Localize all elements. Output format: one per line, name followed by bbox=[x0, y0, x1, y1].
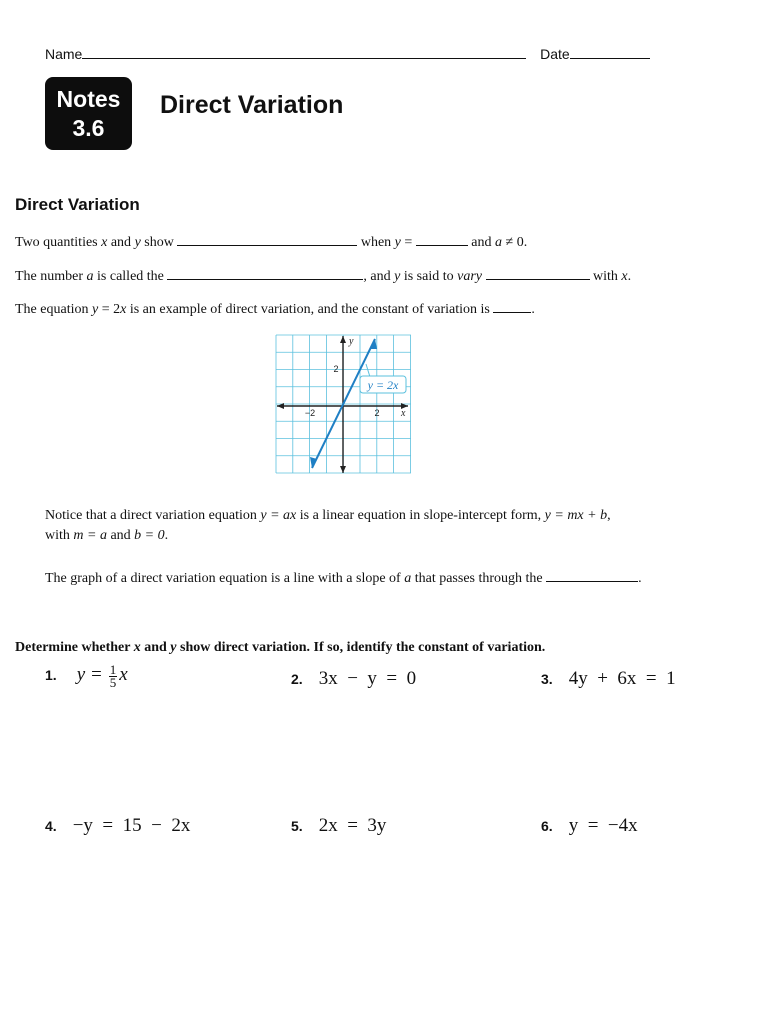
text: . bbox=[164, 528, 169, 543]
x-tick-label: −2 bbox=[304, 408, 316, 418]
answer-blank[interactable] bbox=[493, 300, 531, 313]
problem-number: 5. bbox=[291, 818, 303, 834]
text: ≠ 0. bbox=[502, 235, 528, 250]
x-tick-label: 2 bbox=[374, 408, 380, 418]
badge-line1: Notes bbox=[56, 86, 121, 112]
text: Notice that a direct variation equation bbox=[45, 508, 261, 523]
text: and bbox=[467, 235, 496, 250]
var-x: x bbox=[621, 269, 628, 284]
var-y: y bbox=[394, 235, 401, 250]
text: The equation bbox=[15, 302, 92, 317]
text: with bbox=[589, 269, 622, 284]
equation: y = mx + b bbox=[544, 508, 608, 523]
text: with bbox=[45, 528, 74, 543]
text: The graph of a direct variation equation is a line with a slope of bbox=[45, 571, 405, 586]
equation: 2x = 3y bbox=[318, 815, 387, 836]
text: . bbox=[638, 571, 642, 586]
equation: y = −4x bbox=[568, 815, 638, 836]
notice-paragraph bbox=[45, 506, 685, 546]
text: The number bbox=[15, 269, 87, 284]
definition-line-2 bbox=[15, 267, 631, 285]
y-axis-arrow-up bbox=[340, 336, 346, 343]
problem-3 bbox=[541, 668, 676, 690]
var-a: a bbox=[404, 571, 412, 586]
badge-line2: 3.6 bbox=[72, 115, 105, 141]
page-title: Direct Variation bbox=[160, 91, 344, 119]
answer-blank[interactable] bbox=[546, 569, 638, 582]
answer-blank[interactable] bbox=[167, 267, 363, 280]
text: and bbox=[107, 235, 135, 250]
text: is said to bbox=[400, 269, 458, 284]
x-axis-label: x bbox=[401, 408, 406, 419]
y-tick-label: 2 bbox=[333, 364, 339, 374]
problem-6 bbox=[541, 815, 638, 837]
equation: y = ax bbox=[260, 508, 297, 523]
y-axis-arrow-down bbox=[340, 466, 346, 473]
text: = bbox=[400, 235, 416, 250]
text: Determine whether bbox=[15, 640, 134, 655]
numerator: 1 bbox=[109, 662, 117, 677]
text: that passes through the bbox=[411, 571, 547, 586]
text: , and bbox=[363, 269, 395, 284]
var-x: x bbox=[120, 302, 127, 317]
answer-blank[interactable] bbox=[416, 233, 468, 246]
equation: 4y + 6x = 1 bbox=[568, 668, 676, 689]
equation-rhs: x bbox=[119, 664, 128, 686]
name-label: Name bbox=[45, 46, 83, 62]
var-x: x bbox=[101, 235, 108, 250]
text: is an example of direct variation, and the constant of variation is bbox=[126, 302, 494, 317]
problem-number: 4. bbox=[45, 818, 57, 834]
text: is called the bbox=[93, 269, 168, 284]
text: Two quantities bbox=[15, 235, 102, 250]
equation-lhs: y = bbox=[76, 664, 103, 686]
var-y: y bbox=[170, 640, 177, 655]
problem-5 bbox=[291, 815, 386, 837]
problem-4 bbox=[45, 815, 190, 837]
var-y: y bbox=[134, 235, 141, 250]
date-label: Date bbox=[540, 46, 570, 62]
problem-number: 2. bbox=[291, 671, 303, 687]
problem-2 bbox=[291, 668, 416, 690]
denominator: 5 bbox=[109, 675, 117, 690]
answer-blank[interactable] bbox=[486, 267, 590, 280]
var-x: x bbox=[133, 640, 141, 655]
problem-1 bbox=[45, 664, 128, 689]
answer-blank[interactable] bbox=[177, 233, 357, 246]
name-field[interactable] bbox=[82, 46, 526, 59]
text: and bbox=[106, 528, 135, 543]
instructions bbox=[15, 640, 545, 656]
date-field[interactable] bbox=[570, 46, 650, 59]
text: show bbox=[140, 235, 178, 250]
var-a: a bbox=[495, 235, 503, 250]
definition-line-3 bbox=[15, 300, 535, 318]
text: = 2 bbox=[98, 302, 121, 317]
equation: b = 0 bbox=[134, 528, 165, 543]
text: show direct variation. If so, identify the constant of variation. bbox=[176, 640, 546, 655]
notes-badge bbox=[45, 77, 132, 150]
equation-label: y = 2x bbox=[367, 378, 399, 392]
var-y: y bbox=[91, 302, 99, 317]
problem-number: 6. bbox=[541, 818, 553, 834]
text: and bbox=[140, 640, 171, 655]
section-title: Direct Variation bbox=[15, 195, 140, 214]
text: when bbox=[357, 235, 395, 250]
direct-variation-graph bbox=[274, 333, 414, 475]
equation: m = a bbox=[73, 528, 107, 543]
term-vary: vary bbox=[457, 269, 483, 284]
label-pointer bbox=[366, 364, 370, 377]
text: . bbox=[531, 302, 535, 317]
var-y: y bbox=[394, 269, 401, 284]
var-a: a bbox=[86, 269, 94, 284]
equation: −y = 15 − 2x bbox=[72, 815, 191, 836]
definition-line-1 bbox=[15, 233, 527, 251]
problem-number: 1. bbox=[45, 667, 57, 684]
equation: 3x − y = 0 bbox=[318, 668, 417, 689]
y-axis-label: y bbox=[349, 336, 354, 347]
text: . bbox=[627, 269, 632, 284]
graph-statement bbox=[45, 569, 642, 587]
text: is a linear equation in slope-intercept form, bbox=[296, 508, 545, 523]
worksheet-header bbox=[45, 46, 650, 62]
problem-number: 3. bbox=[541, 671, 553, 687]
fraction bbox=[109, 664, 118, 689]
text: , bbox=[607, 508, 611, 523]
